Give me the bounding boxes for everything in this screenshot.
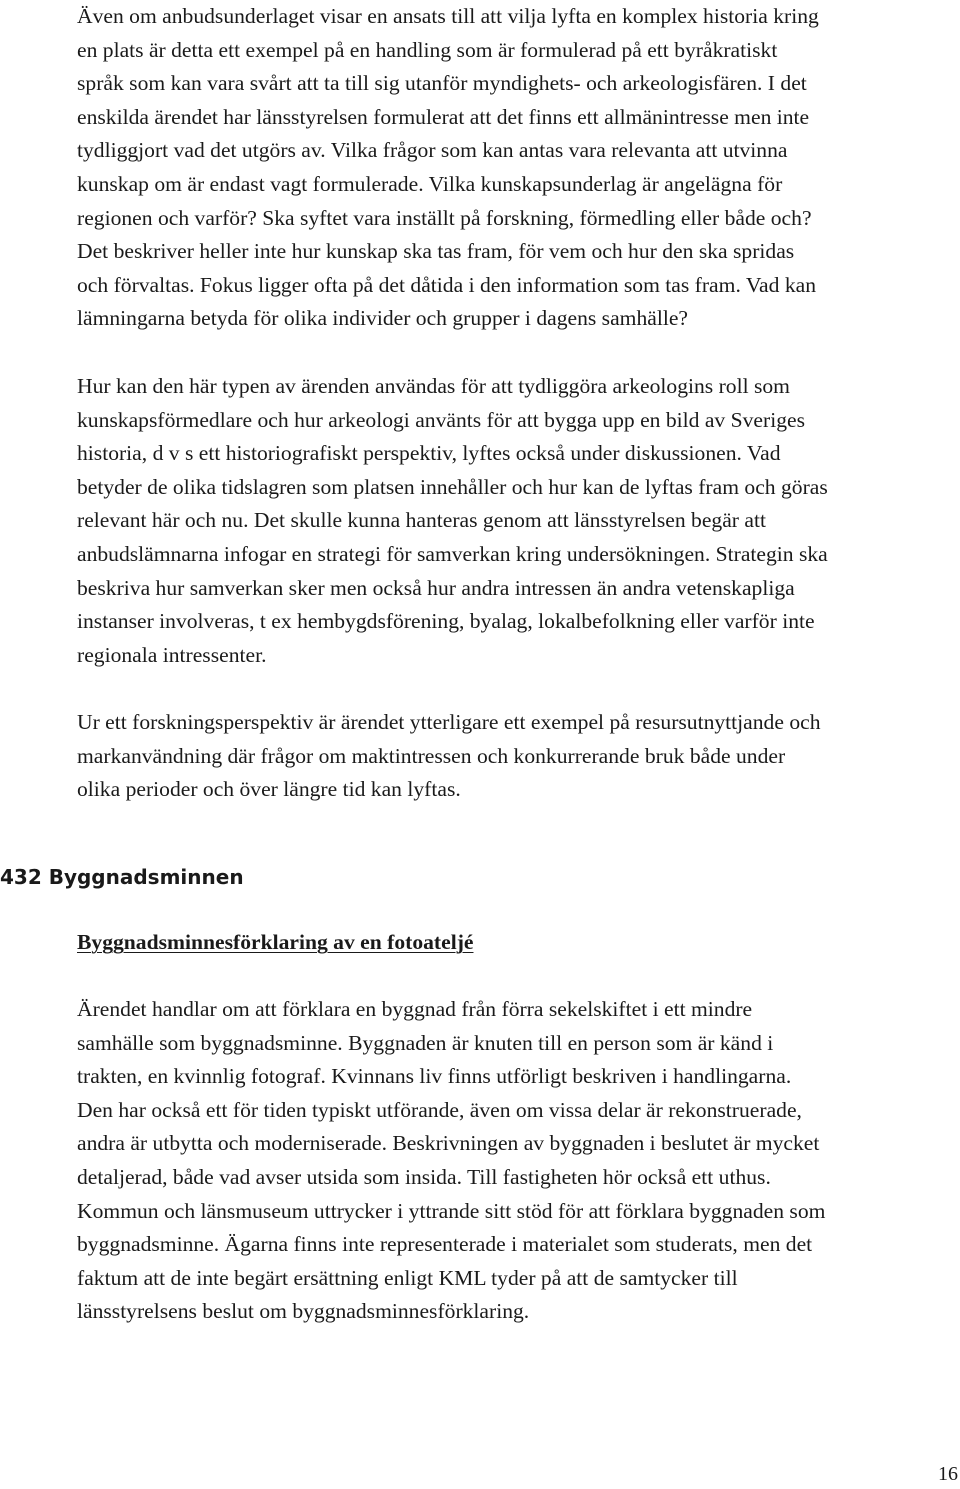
text-line: och förvaltas. Fokus ligger ofta på det dåtida i den information som tas fram. Vad kan [77,272,817,297]
text-line: andra är utbytta och moderniserade. Beskrivningen av byggnaden i beslutet är mycket [77,1131,820,1156]
text-line: regionen och varför? Ska syftet vara inställt på forskning, förmedling eller både och? [77,205,812,230]
text-line: historia, d v s ett historiografiskt perspektiv, lyftes också under diskussionen. Vad [77,441,781,466]
text-line: Ärendet handlar om att förklara en byggnad från förra sekelskiftet i ett mindre [77,997,753,1021]
text-line: kunskap om är endast vagt formulerade. Vilka kunskapsunderlag är angelägna för [77,171,783,196]
text-line: länsstyrelsens beslut om byggnadsminnesförklaring. [77,1299,530,1324]
text-line: Ur ett forskningsperspektiv är ärendet ytterligare ett exempel på resursutnyttjande och [77,710,821,734]
section-subheading: Byggnadsminnesförklaring av en fotoateljé [77,930,474,954]
text-line: samhälle som byggnadsminne. Byggnaden är knuten till en person som är känd i [77,1030,774,1055]
text-line: tydliggjort vad det utgörs av. Vilka frågor som kan antas vara relevanta att utvinna [77,138,788,163]
text-line: regionala intressenter. [77,642,267,667]
section-heading: 432 Byggnadsminnen [0,865,244,889]
text-line: Hur kan den här typen av ärenden användas för att tydliggöra arkeologins roll som [77,374,790,398]
text-line: instanser involveras, t ex hembygdsförening, byalag, lokalbefolkning eller varför inte [77,609,815,634]
text-line: språk som kan vara svårt att ta till sig utanför myndighets- och arkeologisfären. I det [77,71,807,96]
paragraph-research-perspective [77,706,957,807]
text-line: Kommun och länsmuseum uttrycker i yttrande sitt stöd för att förklara byggnaden som [77,1198,826,1223]
text-line: byggnadsminne. Ägarna finns inte representerade i materialet som studerats, men det [77,1232,813,1257]
text-line: detaljerad, både vad avser utsida som insida. Till fastigheten hör också ett uthus. [77,1164,771,1189]
text-line: Det beskriver heller inte hur kunskap ska tas fram, för vem och hur den ska spridas [77,239,795,264]
paragraph-photo-studio [77,993,957,1329]
text-line: Den har också ett för tiden typiskt utförande, även om vissa delar är rekonstruerade, [77,1097,802,1122]
text-line: Även om anbudsunderlaget visar en ansats till att vilja lyfta en komplex historia kring [77,4,819,28]
text-line: olika perioder och över längre tid kan lyftas. [77,777,461,802]
text-line: betyder de olika tidslagren som platsen innehåller och hur kan de lyftas fram och göras [77,474,828,499]
text-line: faktum att de inte begärt ersättning enligt KML tyder på att de samtycker till [77,1265,738,1290]
text-line: en plats är detta ett exempel på en handling som är formulerad på ett byråkratiskt [77,37,778,62]
text-line: relevant här och nu. Det skulle kunna hanteras genom att länsstyrelsen begär att [77,508,766,533]
text-line: lämningarna betyda för olika individer och grupper i dagens samhälle? [77,306,689,331]
text-line: beskriva hur samverkan sker men också hur andra intressen än andra vetenskapliga [77,575,795,600]
paragraph-tender-documents [77,0,957,336]
text-line: enskilda ärendet har länsstyrelsen formulerat att det finns ett allmänintresse men inte [77,104,810,129]
text-line: kunskapsförmedlare och hur arkeologi använts för att bygga upp en bild av Sveriges [77,407,805,432]
text-line: trakten, en kvinnlig fotograf. Kvinnans liv finns utförligt beskriven i handlingarna. [77,1064,792,1089]
paragraph-knowledge-role [77,370,957,672]
text-line: markanvändning där frågor om maktintressen och konkurrerande bruk både under [77,743,786,768]
text-line: anbudslämnarna infogar en strategi för samverkan kring undersökningen. Strategin ska [77,541,828,566]
page-number: 16 [938,1463,958,1485]
